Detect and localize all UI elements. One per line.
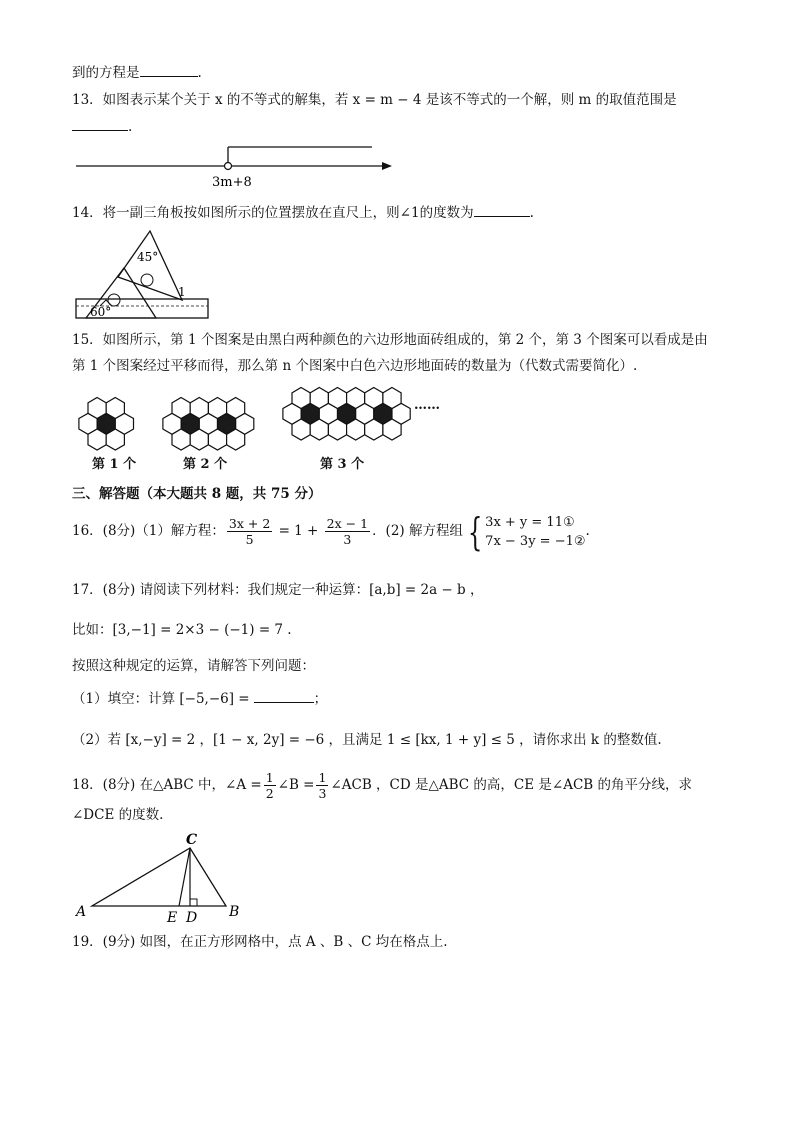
q18-mid: ∠B = xyxy=(277,777,315,793)
q17-line2: 比如：[3,−1] = 2×3 − (−1) = 7 . xyxy=(72,622,292,638)
q16-den1: 5 xyxy=(245,532,254,547)
caption-pattern-3: 第 3 个 xyxy=(320,457,365,472)
label-c: C xyxy=(186,832,198,848)
q15-line1: 15．如图所示，第 1 个图案是由黑白两种颜色的六边形地面砖组成的，第 2 个，第 3 个图案可以看成是由 xyxy=(72,332,708,348)
right-angle-d xyxy=(190,899,197,906)
axis-label-3m8: 3m+8 xyxy=(212,175,252,190)
q17-fill-text: （1）填空：计算 [−5,−6] = xyxy=(72,691,250,707)
q12-text: 到的方程是 xyxy=(72,65,140,81)
q16-brace: { xyxy=(467,509,483,554)
q16-prefix: 16．(8分)（1）解方程： xyxy=(72,523,225,539)
q13-line1: 13．如图表示某个关于 x 的不等式的解集，若 x = m − 4 是该不等式的一个解，则 m 的取值范围是 xyxy=(72,92,677,108)
caption-pattern-2: 第 2 个 xyxy=(183,457,228,472)
q16-part2: ．(2) 解方程组 xyxy=(372,523,463,539)
q17-line4-end: ； xyxy=(313,691,328,707)
label-a: A xyxy=(76,904,87,920)
q17-line5: （2）若 [x,−y] = 2 ，[1 − x, 2y] = −6 ，且满足 1 ≤ [kx, 1 + y] ≤ 5 ，请你求出 k 的整数值. xyxy=(72,732,662,748)
q19-line: 19．(9分) 如图，在正方形网格中，点 A 、B 、C 均在格点上. xyxy=(72,934,448,950)
q16-num1: 3x + 2 xyxy=(228,516,271,531)
label-b: B xyxy=(229,904,240,920)
q16-mid: = 1 + xyxy=(274,523,323,539)
q18-suffix: ∠ACB ，CD 是△ABC 的高，CE 是∠ACB 的角平分线，求 xyxy=(330,777,692,793)
angle-60-label: 60° xyxy=(90,305,112,319)
q17-line3: 按照这种规定的运算，请解答下列问题： xyxy=(72,658,315,674)
label-d: D xyxy=(186,910,198,926)
q16-end: . xyxy=(585,523,590,539)
q16-eq2: 7x − 3y = −1② xyxy=(485,533,586,549)
section3-title: 三、解答题（本大题共 8 题，共 75 分） xyxy=(72,486,322,502)
q18-line2: ∠DCE 的度数. xyxy=(72,807,164,823)
pattern-ellipsis: …… xyxy=(414,398,440,413)
q16-num2: 2x − 1 xyxy=(326,516,369,531)
q18-f2n: 1 xyxy=(318,770,327,785)
segment-ce xyxy=(179,848,190,906)
label-e: E xyxy=(167,910,178,926)
q12-end: . xyxy=(197,65,202,81)
q14-text: 14．将一副三角板按如图所示的位置摆放在直尺上，则∠1的度数为 xyxy=(72,205,474,221)
angle-1-label: 1 xyxy=(178,285,186,299)
q16-eq1: 3x + y = 11① xyxy=(485,514,575,530)
angle-45-label: 45° xyxy=(137,250,159,264)
q14-end: . xyxy=(529,205,534,221)
q13-end: . xyxy=(128,119,133,135)
q17-line1: 17．(8分) 请阅读下列材料：我们规定一种运算：[a,b] = 2a − b ， xyxy=(72,582,484,598)
q18-f1d: 2 xyxy=(265,786,274,801)
q18-f1n: 1 xyxy=(265,770,274,785)
caption-pattern-1: 第 1 个 xyxy=(92,457,137,472)
q18-f2d: 3 xyxy=(318,786,327,801)
q15-line2: 第 1 个图案经过平移而得，那么第 n 个图案中白色六边形地面砖的数量为（代数式需要简化）. xyxy=(72,358,638,374)
q16-den2: 3 xyxy=(343,532,352,547)
q18-prefix: 18．(8分) 在△ABC 中，∠A = xyxy=(72,777,262,793)
triangle-abc xyxy=(92,848,226,906)
